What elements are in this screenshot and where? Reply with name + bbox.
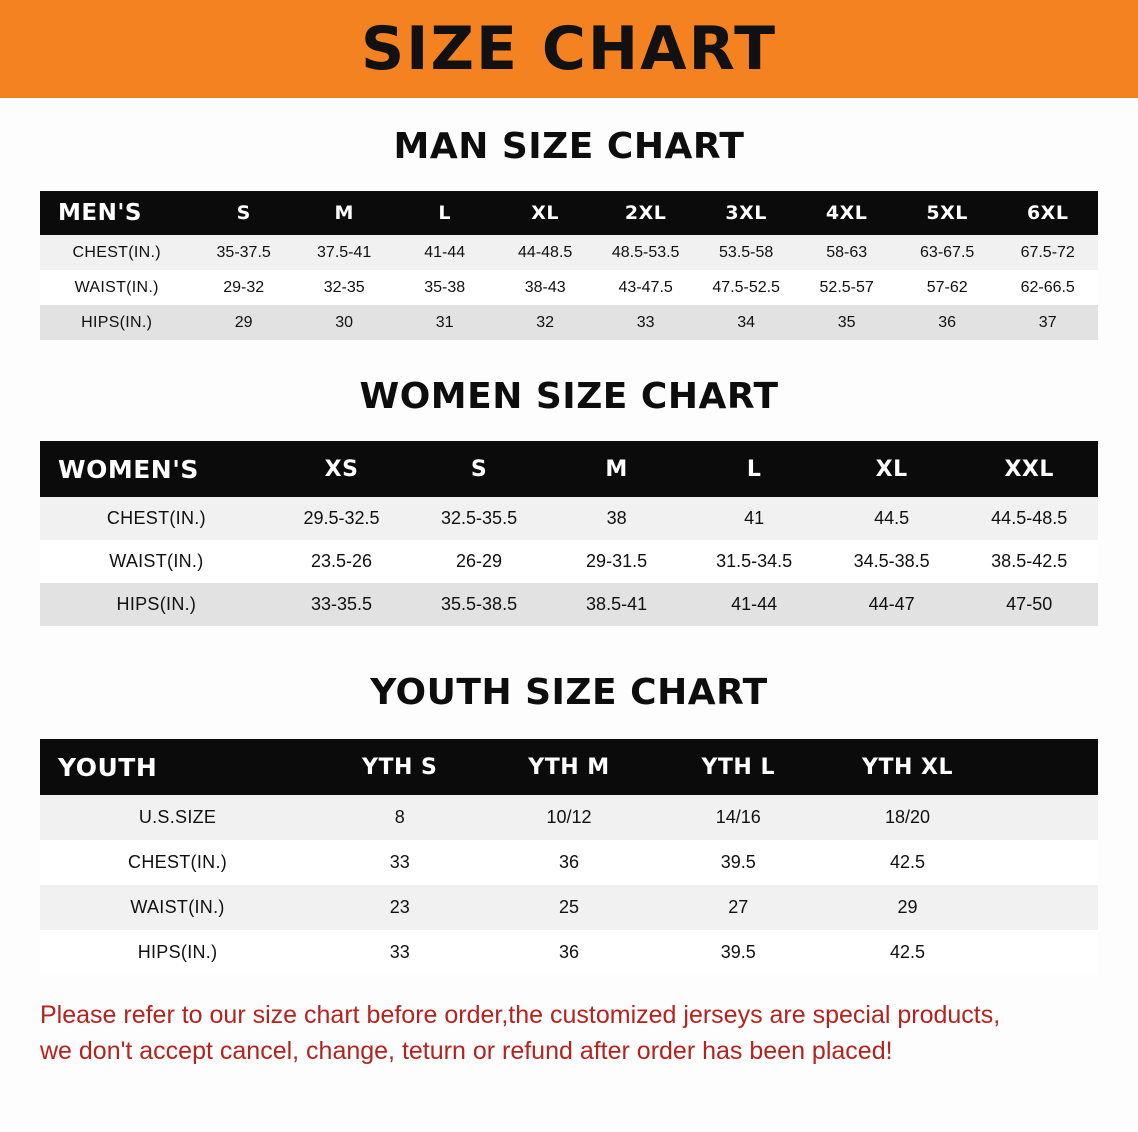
youth-hips-m: 36 xyxy=(558,942,579,962)
youth-section-heading: YOUTH SIZE CHART xyxy=(370,672,768,713)
man-waist-6xl: 62-66.5 xyxy=(1020,278,1075,296)
women-header-xl: XL xyxy=(875,456,908,482)
women-waist-s: 26-29 xyxy=(456,551,503,571)
youth-hips-xl: 42.5 xyxy=(890,942,926,962)
youth-waist-spacer xyxy=(992,885,1098,930)
man-waist-s: 29-32 xyxy=(223,278,265,296)
man-chest-s: 35-37.5 xyxy=(216,243,271,261)
women-header-xs: XS xyxy=(324,456,359,482)
women-waist-m: 29-31.5 xyxy=(586,551,648,571)
youth-hips-s: 33 xyxy=(389,942,410,962)
women-header-xxl: XXL xyxy=(1004,456,1054,482)
women-chest-s: 32.5-35.5 xyxy=(441,508,518,528)
women-chest-m: 38 xyxy=(606,508,627,528)
man-header-m: M xyxy=(334,202,354,224)
man-hips-5xl: 36 xyxy=(938,313,957,331)
youth-header-yth-xl: YTH XL xyxy=(862,754,954,780)
man-hips-2xl: 33 xyxy=(636,313,655,331)
man-header-2xl: 2XL xyxy=(624,202,667,224)
women-waist-xs: 23.5-26 xyxy=(310,551,373,571)
man-section-heading: MAN SIZE CHART xyxy=(393,126,745,167)
women-size-table xyxy=(40,441,1098,626)
youth-header-yth-l: YTH L xyxy=(701,754,776,780)
women-header-m: M xyxy=(605,456,628,482)
women-table-header-row xyxy=(40,441,1098,497)
youth-chest-m: 36 xyxy=(558,852,579,872)
man-waist-m: 32-35 xyxy=(323,278,365,296)
man-row-label-chest: CHEST(IN.) xyxy=(72,243,161,261)
man-waist-4xl: 52.5-57 xyxy=(819,278,874,296)
man-chest-6xl: 67.5-72 xyxy=(1020,243,1075,261)
youth-chest-s: 33 xyxy=(389,852,410,872)
women-row-label-waist: WAIST(IN.) xyxy=(109,551,204,571)
youth-ussize-spacer xyxy=(992,795,1098,840)
youth-header-spacer xyxy=(992,739,1098,795)
man-header-l: L xyxy=(438,202,451,224)
youth-waist-xl: 29 xyxy=(897,897,918,917)
women-waist-xl: 34.5-38.5 xyxy=(853,551,930,571)
man-hips-3xl: 34 xyxy=(737,313,756,331)
man-waist-l: 35-38 xyxy=(424,278,466,296)
youth-row-label-chest: CHEST(IN.) xyxy=(128,852,228,872)
man-hips-6xl: 37 xyxy=(1038,313,1057,331)
youth-ussize-l: 14/16 xyxy=(715,807,761,827)
women-chest-l: 41 xyxy=(744,508,765,528)
disclaimer-line-1: Please refer to our size chart before order,the customized jerseys are special products, xyxy=(40,1001,1001,1029)
women-waist-xxl: 38.5-42.5 xyxy=(991,551,1068,571)
page-banner xyxy=(0,0,1138,98)
man-header-xl: XL xyxy=(531,202,560,224)
man-chest-4xl: 58-63 xyxy=(826,243,868,261)
man-header-label: MEN'S xyxy=(58,200,142,226)
youth-chest-l: 39.5 xyxy=(720,852,756,872)
youth-waist-m: 25 xyxy=(558,897,579,917)
man-header-4xl: 4XL xyxy=(825,202,868,224)
youth-header-label: YOUTH xyxy=(58,752,158,782)
women-hips-xl: 44-47 xyxy=(868,594,915,614)
man-waist-2xl: 43-47.5 xyxy=(618,278,673,296)
women-hips-xxl: 47-50 xyxy=(1006,594,1053,614)
women-chest-xxl: 44.5-48.5 xyxy=(991,508,1068,528)
women-row-label-chest: CHEST(IN.) xyxy=(106,508,206,528)
man-size-table xyxy=(40,191,1098,340)
youth-table-header-row xyxy=(40,739,1098,795)
man-table-header-row xyxy=(40,191,1098,235)
man-waist-5xl: 57-62 xyxy=(926,278,968,296)
youth-waist-s: 23 xyxy=(389,897,410,917)
man-chest-l: 41-44 xyxy=(424,243,466,261)
women-hips-l: 41-44 xyxy=(731,594,778,614)
man-chest-3xl: 53.5-58 xyxy=(719,243,774,261)
man-hips-4xl: 35 xyxy=(837,313,856,331)
man-hips-s: 29 xyxy=(234,313,253,331)
youth-row-label-waist: WAIST(IN.) xyxy=(130,897,225,917)
table-row xyxy=(40,497,1098,540)
table-row xyxy=(40,795,1098,840)
women-waist-l: 31.5-34.5 xyxy=(716,551,793,571)
women-header-s: S xyxy=(470,456,488,482)
man-header-s: S xyxy=(236,202,251,224)
women-hips-xs: 33-35.5 xyxy=(310,594,373,614)
table-row xyxy=(40,235,1098,270)
women-header-l: L xyxy=(746,456,762,482)
table-row xyxy=(40,270,1098,305)
table-row xyxy=(40,540,1098,583)
man-table-wrapper xyxy=(0,191,1138,340)
man-chest-2xl: 48.5-53.5 xyxy=(611,243,680,261)
table-row xyxy=(40,840,1098,885)
man-header-6xl: 6XL xyxy=(1026,202,1069,224)
women-header-label: WOMEN'S xyxy=(58,454,199,484)
youth-ussize-xl: 18/20 xyxy=(885,807,931,827)
disclaimer-line-2: we don't accept cancel, change, teturn or refund after order has been placed! xyxy=(40,1037,893,1066)
youth-ussize-m: 10/12 xyxy=(546,807,592,827)
man-chest-m: 37.5-41 xyxy=(317,243,372,261)
women-table-wrapper xyxy=(0,441,1138,626)
youth-hips-l: 39.5 xyxy=(720,942,756,962)
man-hips-m: 30 xyxy=(335,313,354,331)
table-row xyxy=(40,885,1098,930)
women-row-label-hips: HIPS(IN.) xyxy=(116,594,197,614)
youth-ussize-s: 8 xyxy=(394,807,405,827)
youth-header-yth-s: YTH S xyxy=(362,754,438,780)
table-row xyxy=(40,930,1098,975)
youth-row-label-ussize: U.S.SIZE xyxy=(138,807,217,827)
youth-waist-l: 27 xyxy=(728,897,749,917)
youth-size-table xyxy=(40,739,1098,975)
man-hips-l: 31 xyxy=(435,313,454,331)
women-chest-xs: 29.5-32.5 xyxy=(303,508,380,528)
disclaimer-note xyxy=(40,997,1098,1070)
man-header-3xl: 3XL xyxy=(725,202,767,224)
table-row xyxy=(40,583,1098,626)
youth-header-yth-m: YTH M xyxy=(528,754,610,780)
youth-table-wrapper xyxy=(0,739,1138,975)
man-row-label-waist: WAIST(IN.) xyxy=(74,278,159,296)
man-waist-xl: 38-43 xyxy=(524,278,566,296)
page-title: SIZE CHART xyxy=(360,14,778,84)
women-section-heading: WOMEN SIZE CHART xyxy=(359,376,779,417)
table-row xyxy=(40,305,1098,340)
women-hips-s: 35.5-38.5 xyxy=(441,594,518,614)
man-chest-xl: 44-48.5 xyxy=(518,243,573,261)
women-hips-m: 38.5-41 xyxy=(586,594,648,614)
youth-hips-spacer xyxy=(992,930,1098,975)
man-hips-xl: 32 xyxy=(536,313,555,331)
youth-chest-xl: 42.5 xyxy=(890,852,926,872)
women-chest-xl: 44.5 xyxy=(874,508,910,528)
man-row-label-hips: HIPS(IN.) xyxy=(81,313,153,331)
man-header-5xl: 5XL xyxy=(926,202,968,224)
man-waist-3xl: 47.5-52.5 xyxy=(712,278,780,296)
youth-row-label-hips: HIPS(IN.) xyxy=(137,942,218,962)
youth-chest-spacer xyxy=(992,840,1098,885)
man-chest-5xl: 63-67.5 xyxy=(920,243,975,261)
